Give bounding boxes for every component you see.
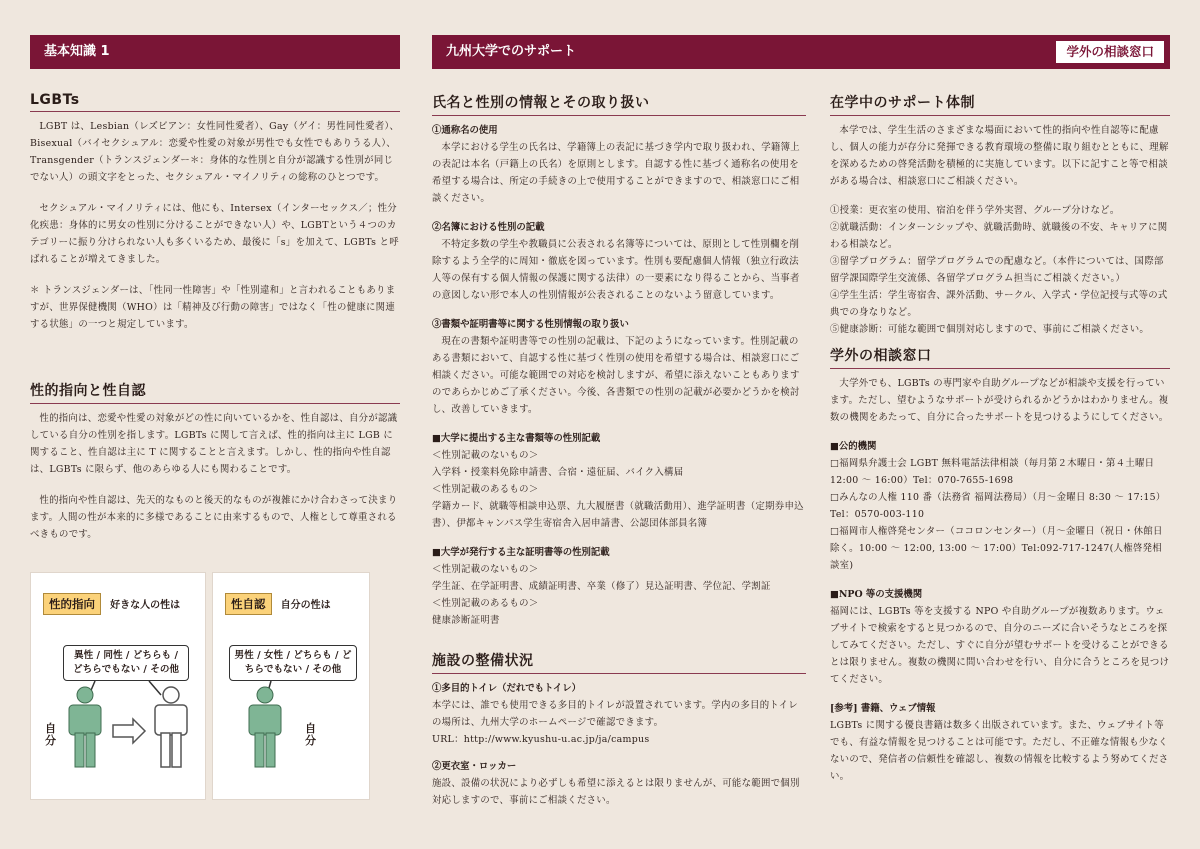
campus-support-list xyxy=(830,202,1170,338)
support-item-study-abroad: ③留学プログラム：留学プログラムでの配慮など。（本件については、国際部留学課国際学生交流係、各留学プログラム担当にご相談ください。） xyxy=(830,256,1164,284)
campus-support-heading: 在学中のサポート体制 xyxy=(830,92,1170,116)
lgbt-section xyxy=(30,92,400,333)
orientation-tag: 性的指向 xyxy=(43,593,101,615)
section-header-label: 九州大学でのサポート xyxy=(446,44,577,59)
issued-certs-none-label: ＜性別記載のないもの＞ xyxy=(432,564,539,575)
name-gender-heading: 氏名と性別の情報とその取り扱い xyxy=(432,92,806,116)
documents-subheading: ③書類や証明書等に関する性別情報の取り扱い xyxy=(432,319,629,330)
public-agency-bar-association: □福岡県弁護士会 LGBT 無料電話法律相談（毎月第２木曜日・第４土曜日 12:00 〜 16:00）Tel：070-7655-1698 xyxy=(830,458,1155,486)
support-item-student-life: ④学生生活：学生寄宿舎、課外活動、サークル、入学式・学位記授与式等の式典での身なりなど。 xyxy=(830,290,1168,318)
locker-text: 施設、設備の状況により必ずしも希望に添えるとは限りませんが、可能な範囲で個別対応しますので、事前にご相談ください。 xyxy=(432,778,800,806)
lgbt-footnote: ＊ トランスジェンダーは、「性同一性障害」や「性別違和」と言われることもありますが、世界保健機関（WHO）は「精神及び行動の障害」ではなく「性の健康に関連する状態」の一つと規定しています。 xyxy=(30,285,396,330)
person-self-icon xyxy=(249,687,281,767)
column-kyushu-support xyxy=(432,0,806,849)
issued-certs-title: ■大学が発行する主な証明書等の性別記載 xyxy=(432,547,610,558)
self-label-left: 自分 xyxy=(45,722,56,747)
facilities-section xyxy=(432,650,806,809)
npo-title: ■NPO 等の支援機関 xyxy=(830,589,923,600)
submitted-docs-none-list: 入学料・授業料免除申請書、合宿・遠征届、バイク入構届 xyxy=(432,467,684,478)
facilities-heading: 施設の整備状況 xyxy=(432,650,806,674)
identity-figures xyxy=(213,573,371,801)
documents-text: 現在の書類や証明書等での性別の記載は、下記のようになっています。性別記載のある書類において、自認する性に基づく性別の使用を希望する場合は、相談窓口にご相談ください。可能な範囲での対応を検討しますが、希望に添えないこともありますのであらかじめご了承ください。今後、各書類での性別の記載が必要かどうかを検討し、改善していきます。 xyxy=(432,336,800,415)
campus-url: URL：http://www.kyushu-u.ac.jp/ja/campus xyxy=(432,734,650,745)
outside-consultation-heading: 学外の相談窓口 xyxy=(830,345,1170,369)
locker-subheading: ②更衣室・ロッカー xyxy=(432,761,517,772)
arrow-right-icon xyxy=(113,719,145,743)
tab-label: 学外の相談窓口 xyxy=(1066,44,1154,59)
orientation-paragraph-1: 性的指向は、恋愛や性愛の対象がどの性に向いているかを、性自認は、自分が認識している自分の性別を指します。LGBTs に関して言えば、性的指向は主に LGB に関すること、性自認は主に T に関することと言えます。しかし、性的指向や性自認は、LGBTs に限らず、他のあらゆる人にも関わることです。 xyxy=(30,413,398,475)
support-item-career: ②就職活動：インターンシップや、就職活動時、就職後の不安、キャリアに関わる相談など。 xyxy=(830,222,1168,250)
lgbt-paragraph-1: LGBT は、Lesbian（レズビアン：女性同性愛者）、Gay（ゲイ：男性同性愛者）、Bisexual（バイセクシュアル：恋愛や性愛の対象が男性でも女性でもありうる人）、Transgender（トランスジェンダー＊：身体的な性別と自分が認識する性別が同じでない人）の頭文字をとった、セクシュアル・マイノリティの総称のひとつです。 xyxy=(30,121,400,183)
orientation-heading: 性的指向と性自認 xyxy=(30,380,400,404)
identity-note: 自分の性は xyxy=(280,600,331,611)
orientation-paragraph-2: 性的指向や性自認は、先天的なものと後天的なものが複雑にかけ合わさって決まります。人間の性が本来的に多様であることに由来するもので、人権として尊重されるべきものです。 xyxy=(30,495,398,540)
public-agencies-title: ■公的機関 xyxy=(830,441,877,452)
submitted-docs-some-list: 学籍カード、就職等相談申込票、九大履歴書（就職活動用）、進学証明書（定期券申込書）、伊都キャンパス学生寄宿舎入居申請書、公認団体部員名簿 xyxy=(432,501,804,529)
person-self-icon xyxy=(69,687,101,767)
outside-consultation-section xyxy=(830,345,1170,785)
lgbt-paragraph-2: セクシュアル・マイノリティには、他にも、Intersex（インターセックス／；性分化疾患：身体的に男女の性別に分けることができない人）や、LGBTという４つのカテゴリーに振り分けられない人も多くいるため、最後に「s」を加えて、LGBTs と呼ばれることが増えてきました。 xyxy=(30,203,399,265)
person-partner-icon xyxy=(155,687,187,767)
campus-support-section xyxy=(830,92,1170,338)
support-item-health-check: ⑤健康診断：可能な範囲で個別対応しますので、事前にご相談ください。 xyxy=(830,324,1150,335)
issued-certs-none-list: 学生証、在学証明書、成績証明書、卒業（修了）見込証明書、学位記、学割証 xyxy=(432,581,771,592)
orientation-figures xyxy=(31,573,207,801)
orientation-bubble: 異性 / 同性 / どちらも / どちらでもない / その他 xyxy=(63,645,189,681)
submitted-docs-some-label: ＜性別記載のあるもの＞ xyxy=(432,484,539,495)
bubble-pointer-right xyxy=(149,681,161,695)
identity-diagram xyxy=(212,572,370,800)
reference-title: [参考] 書籍、ウェブ情報 xyxy=(830,703,936,714)
identity-bubble: 男性 / 女性 / どちらも / どちらでもない / その他 xyxy=(229,645,357,681)
orientation-section xyxy=(30,380,400,543)
issued-certs-some-list: 健康診断証明書 xyxy=(432,615,500,626)
alias-subheading: ①通称名の使用 xyxy=(432,125,498,136)
identity-tag: 性自認 xyxy=(225,593,272,615)
orientation-note: 好きな人の性は xyxy=(110,600,181,611)
support-item-classes: ①授業：更衣室の使用、宿泊を伴う学外実習、グループ分けなど。 xyxy=(830,205,1120,216)
submitted-docs-title: ■大学に提出する主な書類等の性別記載 xyxy=(432,433,601,444)
name-gender-section xyxy=(432,92,806,629)
column-outside-support xyxy=(830,0,1170,849)
section-header-label: 基本知識 1 xyxy=(44,44,110,59)
npo-text: 福岡には、LGBTs 等を支援する NPO や自助グループが複数あります。ウェブサイトで検索をすると見つかるので、自分のニーズに合いそうなところを探してみてください。ただし、すぐに自分が望むサポートを受けることができるとは限りません。複数の機関に問い合わせを行い、自分に合うところを見つけてください。 xyxy=(830,606,1170,685)
issued-certs-some-label: ＜性別記載のあるもの＞ xyxy=(432,598,539,609)
toilet-text: 本学には、誰でも使用できる多目的トイレが設置されています。学内の多目的トイレの場所は、九州大学のホームページで確認できます。 xyxy=(432,700,798,728)
campus-support-intro: 本学では、学生生活のさまざまな場面において性的指向や性自認等に配慮し、個人の能力が存分に発揮できる教育環境の整備に取り組むとともに、理解を深めるための啓発活動を積極的に実施しています。以下に記すこと等で相談がある場合は、相談窓口にご相談ください。 xyxy=(830,125,1169,187)
roster-subheading: ②名簿における性別の記載 xyxy=(432,222,545,233)
toilet-subheading: ①多目的トイレ（だれでもトイレ） xyxy=(432,683,582,694)
alias-text: 本学における学生の氏名は、学籍簿上の表記に基づき学内で取り扱われ、学籍簿上の表記は本名（戸籍上の氏名）を原則とします。自認する性に基づく通称名の使用を希望する場合は、所定の手続きの上で使用することができますので、相談窓口にご相談ください。 xyxy=(432,142,800,204)
self-label-right: 自分 xyxy=(305,722,316,747)
lgbt-heading: LGBTs xyxy=(30,92,400,112)
roster-text: 不特定多数の学生や教職員に公表される名簿等については、原則として性別欄を削除するよう全学的に周知・徹底を図っています。性別も要配慮個人情報（独立行政法人等の保有する個人情報の保護に関する法律）の一要素になり得ることから、当事者の意図しない形で本人の性別情報が公表されることのないよう留意しています。 xyxy=(432,239,800,301)
public-agency-kokoron-center: □福岡市人権啓発センター（ココロンセンター）（月〜金曜日（祝日・休館日除く。10:00 〜 12:00, 13:00 〜 17:00）Tel:092-717-1247(人権啓発相談室) xyxy=(830,526,1163,571)
reference-text: LGBTs に関する優良書籍は数多く出版されています。また、ウェブサイト等でも、有益な情報を見つけることは可能です。ただし、不正確な情報も少なくないので、発信者の信頼性を確認し、複数の情報を比較するよう努めてください。 xyxy=(830,720,1169,782)
outside-consultation-intro: 大学外でも、LGBTs の専門家や自助グループなどが相談や支援を行っています。ただし、望むようなサポートが受けられるかどうかはわかりません。複数の機関をあたって、自分に合ったサポートを見つけるようにしてください。 xyxy=(830,378,1169,423)
submitted-docs-none-label: ＜性別記載のないもの＞ xyxy=(432,450,539,461)
orientation-diagram xyxy=(30,572,206,800)
public-agency-human-rights-110: □みんなの人権 110 番（法務省 福岡法務局）（月〜金曜日 8:30 〜 17:15）Tel：0570-003-110 xyxy=(830,492,1166,520)
